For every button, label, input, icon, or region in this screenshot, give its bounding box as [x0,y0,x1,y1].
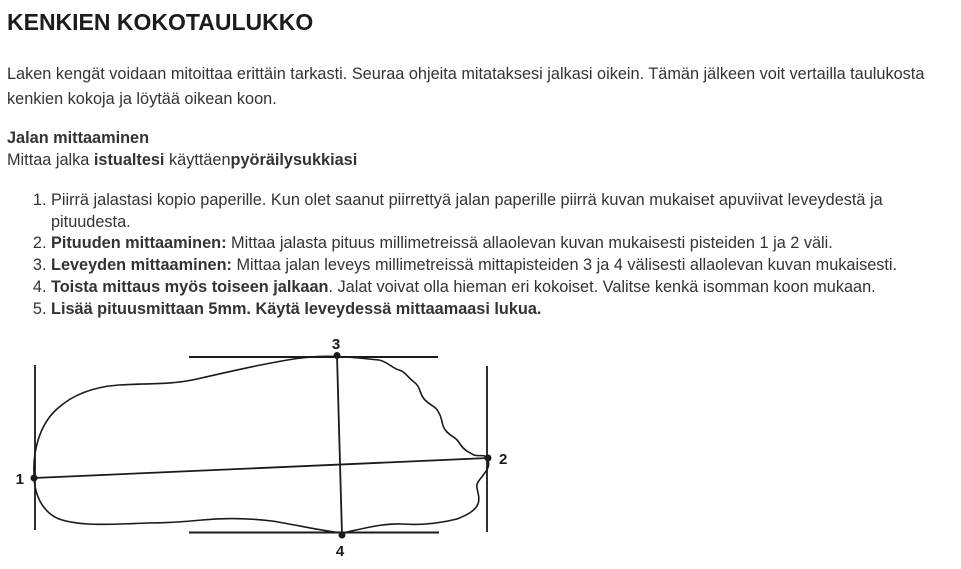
page-title: KENKIEN KOKOTAULUKKO [7,9,314,35]
point-label-4: 4 [335,543,345,561]
instruction-item [51,277,922,299]
instruction-text: Mittaa jalan leveys millimetreissä mittapisteiden 3 ja 4 välisesti allaolevan kuvan mukaisesti. [231,256,898,275]
instruction-bold: Lisää pituusmittaan 5mm. Käytä leveydessä mittaamaasi lukua. [51,299,542,318]
instruction-item [51,255,922,277]
intro-paragraph: Laken kengät voidaan mitoittaa erittäin tarkasti. Seuraa ohjeita mitataksesi jalkasi oikein. Tämän jälkeen voit vertailla taulukosta kenkien kokoja ja löytää oikean koon. [7,65,925,108]
point-dot-3 [334,352,341,359]
measuring-sentence-part: käyttäen [164,151,231,169]
instruction-list [7,190,922,320]
instruction-text: Piirrä jalastasi kopio paperille. Kun olet saanut piirrettyä jalan paperille piirrä kuvan mukaiset apuviivat leveydestä ja pituudesta. [51,191,883,231]
instruction-text: Mittaa jalasta pituus millimetreissä allaolevan kuvan mukaisesti pisteiden 1 ja 2 väli. [226,234,833,253]
instruction-item [51,299,922,321]
measuring-heading: Jalan mittaaminen [7,129,150,147]
foot-outline [34,357,489,534]
measuring-section [7,127,961,171]
instruction-bold: Pituuden mittaaminen: [51,234,227,253]
measuring-sentence [7,149,961,171]
measuring-sentence-bold: istualtesi [93,151,165,169]
foot-measurement-diagram [7,334,961,569]
point-dot-1 [31,475,38,482]
length-measure-line [34,458,488,478]
point-dot-4 [339,532,346,539]
point-label-3: 3 [331,336,341,354]
foot-diagram-svg [7,334,527,564]
point-dot-2 [485,455,492,462]
instruction-bold: Leveyden mittaaminen: [51,256,232,275]
instruction-bold: Toista mittaus myös toiseen jalkaan [51,277,329,296]
instruction-text: . Jalat voivat olla hieman eri kokoiset. Valitse kenkä isomman koon mukaan. [328,277,876,296]
point-label-2: 2 [499,451,508,469]
measuring-sentence-bold: pyöräilysukkiasi [230,151,358,169]
instruction-item [51,190,922,233]
measuring-sentence-part: Mittaa jalka [7,151,94,169]
point-label-1: 1 [15,471,24,489]
width-measure-line [337,356,342,536]
instruction-item [51,233,922,255]
